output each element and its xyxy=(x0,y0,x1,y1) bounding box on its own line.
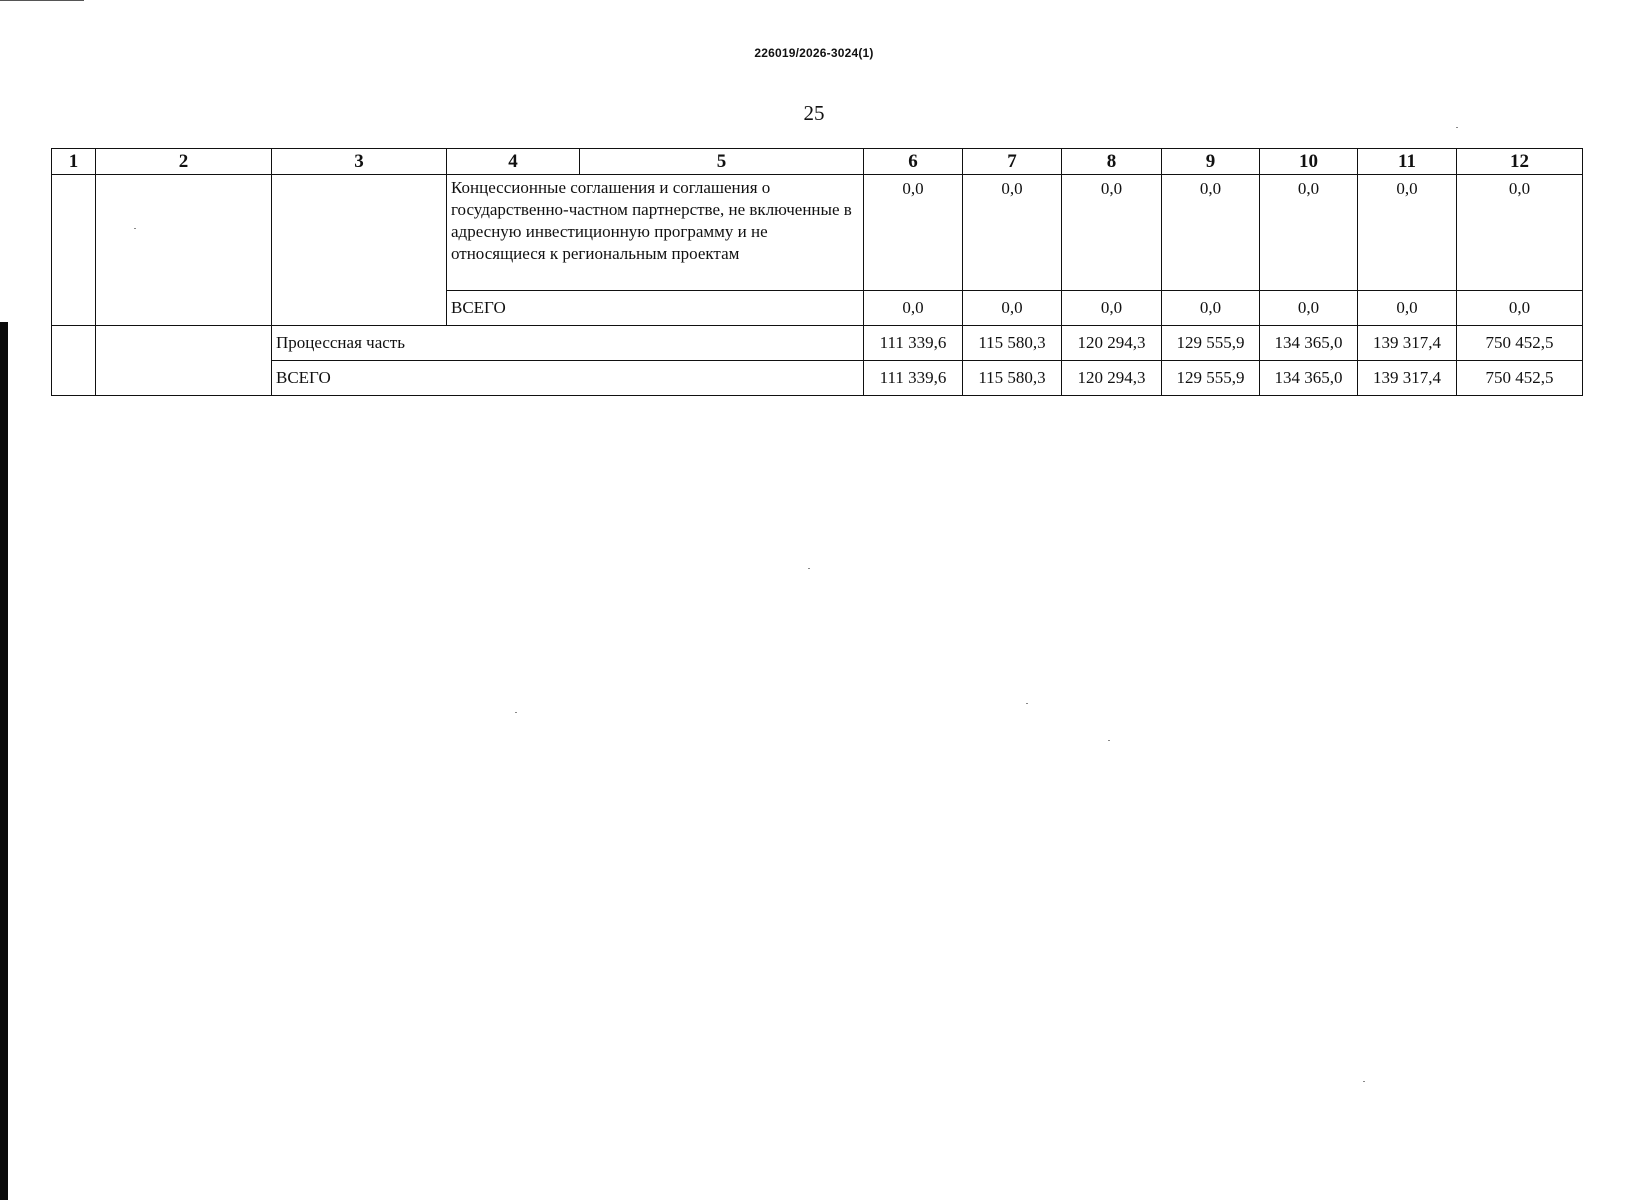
value-cell: 0,0 xyxy=(963,291,1062,326)
column-number: 5 xyxy=(580,149,864,175)
table-row-concession xyxy=(52,175,1583,291)
value-cell: 134 365,0 xyxy=(1260,326,1358,361)
value-cell: 0,0 xyxy=(1162,291,1260,326)
empty-cell-col3 xyxy=(272,175,447,326)
value-cell: 750 452,5 xyxy=(1457,361,1583,396)
value-cell: 0,0 xyxy=(1358,175,1457,291)
value-cell: 134 365,0 xyxy=(1260,361,1358,396)
value-cell: 115 580,3 xyxy=(963,326,1062,361)
column-number: 4 xyxy=(447,149,580,175)
empty-cell-col2 xyxy=(96,175,272,326)
value-cell: 120 294,3 xyxy=(1062,326,1162,361)
scan-speck xyxy=(134,228,136,229)
value-cell: 129 555,9 xyxy=(1162,326,1260,361)
row-label: ВСЕГО xyxy=(447,291,864,326)
column-number-row xyxy=(52,149,1583,175)
scan-edge-left xyxy=(0,322,8,1200)
scan-speck xyxy=(515,712,517,713)
scan-speck xyxy=(1108,740,1110,741)
scan-speck xyxy=(1363,1081,1365,1082)
scan-speck xyxy=(808,568,810,569)
page-number: 25 xyxy=(803,101,825,125)
column-number: 11 xyxy=(1358,149,1457,175)
column-number: 12 xyxy=(1457,149,1583,175)
row-label: ВСЕГО xyxy=(272,361,864,396)
value-cell: 750 452,5 xyxy=(1457,326,1583,361)
document-id: 226019/2026-3024(1) xyxy=(754,46,874,60)
value-cell: 0,0 xyxy=(864,291,963,326)
value-cell: 0,0 xyxy=(963,175,1062,291)
column-number: 9 xyxy=(1162,149,1260,175)
empty-cell-col2 xyxy=(96,326,272,396)
column-number: 7 xyxy=(963,149,1062,175)
column-number: 1 xyxy=(52,149,96,175)
column-number: 3 xyxy=(272,149,447,175)
value-cell: 139 317,4 xyxy=(1358,361,1457,396)
column-number: 8 xyxy=(1062,149,1162,175)
value-cell: 0,0 xyxy=(1260,291,1358,326)
column-number: 10 xyxy=(1260,149,1358,175)
scan-edge-top xyxy=(0,0,84,1)
budget-table xyxy=(51,148,1583,396)
empty-cell-col1 xyxy=(52,175,96,326)
column-number: 6 xyxy=(864,149,963,175)
value-cell: 115 580,3 xyxy=(963,361,1062,396)
scan-speck xyxy=(1026,703,1028,704)
value-cell: 0,0 xyxy=(1358,291,1457,326)
value-cell: 111 339,6 xyxy=(864,361,963,396)
value-cell: 111 339,6 xyxy=(864,326,963,361)
row-label: Процессная часть xyxy=(272,326,864,361)
column-number: 2 xyxy=(96,149,272,175)
value-cell: 0,0 xyxy=(1457,175,1583,291)
scan-speck xyxy=(1456,127,1458,128)
value-cell: 0,0 xyxy=(1260,175,1358,291)
value-cell: 120 294,3 xyxy=(1062,361,1162,396)
row-label: Концессионные соглашения и соглашения о государственно-частном партнерстве, не включенные в адресную инвестиционную программу и не относящиеся к региональным проектам xyxy=(447,175,864,291)
empty-cell-col1 xyxy=(52,326,96,396)
value-cell: 0,0 xyxy=(1162,175,1260,291)
value-cell: 0,0 xyxy=(1062,291,1162,326)
value-cell: 0,0 xyxy=(864,175,963,291)
value-cell: 139 317,4 xyxy=(1358,326,1457,361)
table-row-process-part xyxy=(52,326,1583,361)
table-row-grand-total xyxy=(52,361,1583,396)
value-cell: 0,0 xyxy=(1062,175,1162,291)
value-cell: 129 555,9 xyxy=(1162,361,1260,396)
value-cell: 0,0 xyxy=(1457,291,1583,326)
